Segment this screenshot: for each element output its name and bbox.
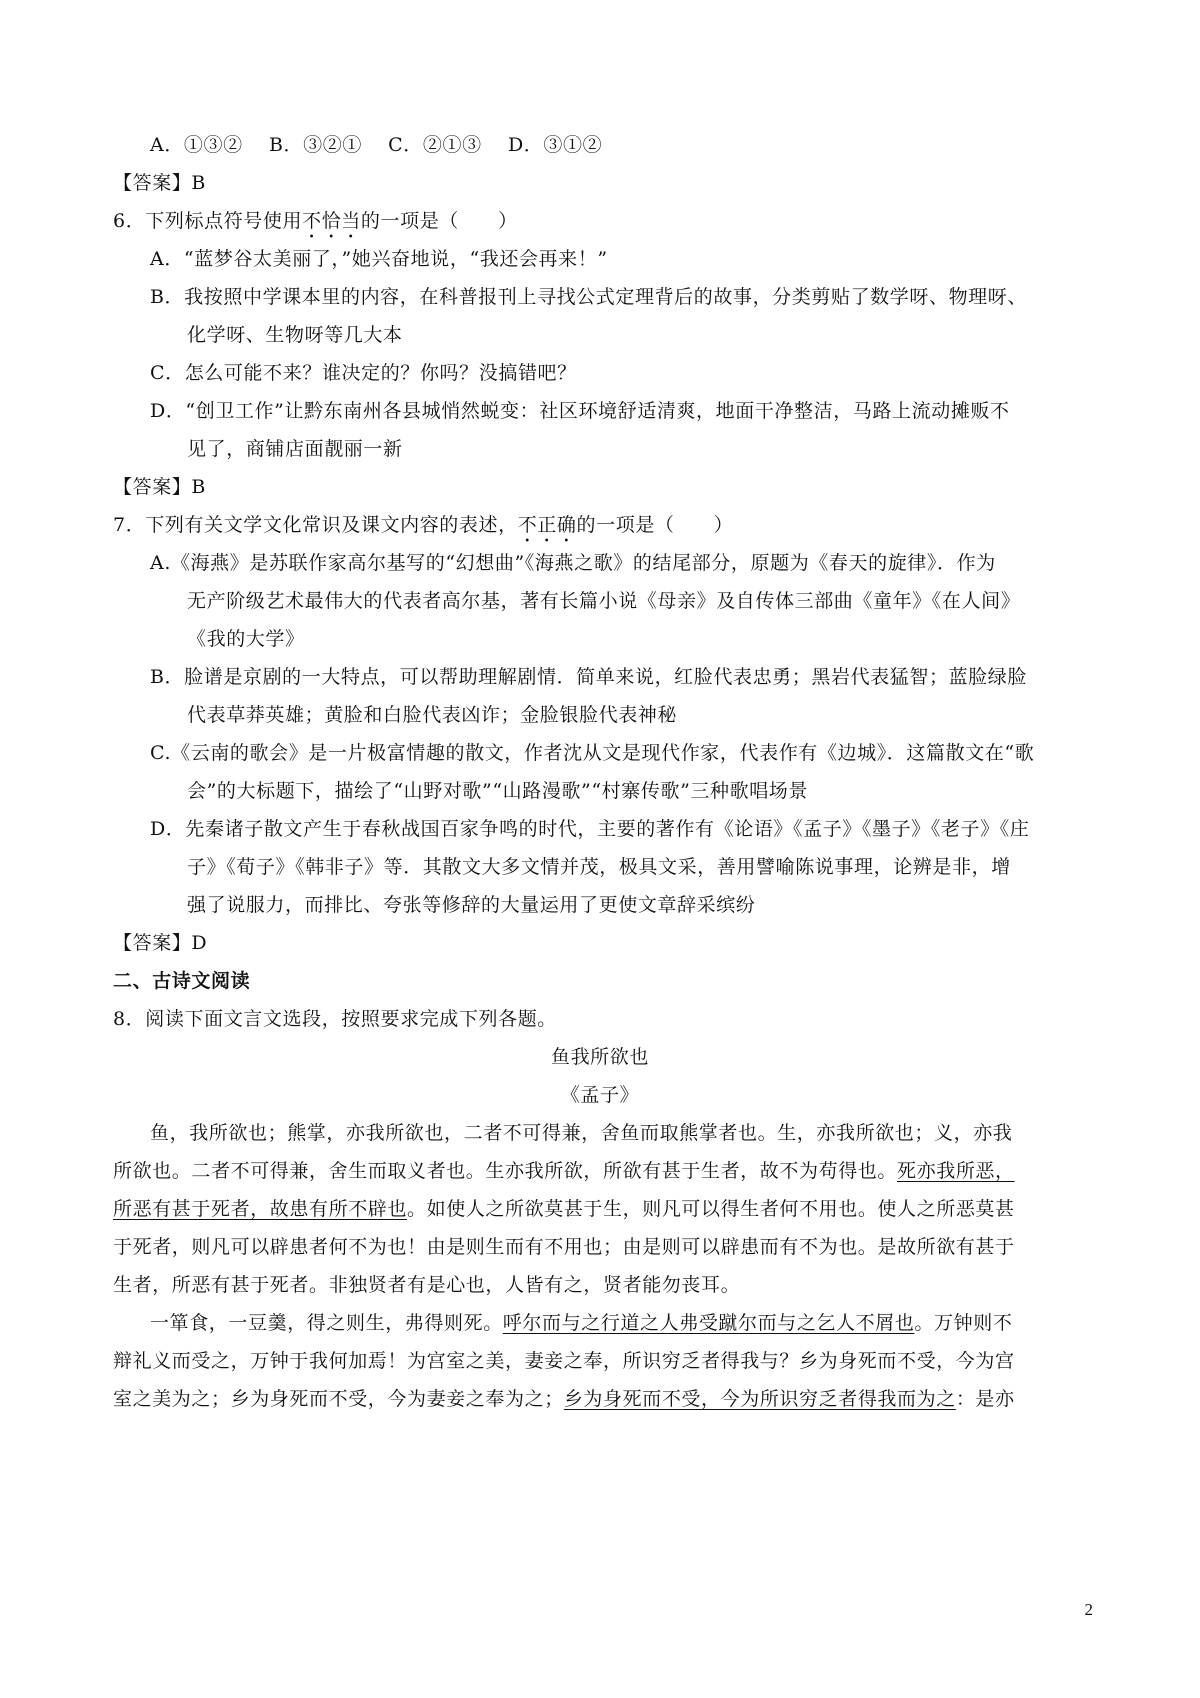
emphasis-text: 不恰当	[302, 210, 361, 232]
q6-option-a: A．“蓝梦谷太美丽了，”她兴奋地说，“我还会再来！”	[150, 248, 608, 270]
section-heading: 二、古诗文阅读	[113, 970, 251, 992]
answer-q6: 【答案】B	[113, 476, 206, 498]
q7-option-a-cont: 无产阶级艺术最伟大的代表者高尔基，著有长篇小说《母亲》及自传体三部曲《童年》《在人间》	[187, 590, 1021, 612]
emphasis-text: 不正确	[517, 514, 577, 536]
answer-q5: 【答案】B	[113, 172, 206, 194]
underlined-sentence: 所恶有甚于死者，故患有所不辟也	[113, 1198, 408, 1220]
passage-line: 室之美为之；乡为身死而不受，今为妻妾之奉为之；乡为身死而不受，今为所识穷乏者得我而为之：是亦	[113, 1388, 1015, 1410]
underlined-sentence: 呼尔而与之行道之人弗受蹴尔而与之乞人不屑也	[502, 1312, 915, 1334]
passage-line: 一箪食，一豆羹，得之则生，弗得则死。呼尔而与之行道之人弗受蹴尔而与之乞人不屑也。万钟则不	[150, 1312, 1013, 1334]
passage-author: 《孟子》	[560, 1084, 640, 1106]
passage-title: 鱼我所欲也	[550, 1046, 649, 1068]
q7-option-d: D．先秦诸子散文产生于春秋战国百家争鸣的时代，主要的著作有《论语》《孟子》《墨子》《老子》《庄	[150, 818, 1030, 840]
q7-option-d-cont: 强了说服力，而排比、夸张等修辞的大量运用了更使文章辞采缤纷	[187, 894, 756, 916]
q8-stem: 8．阅读下面文言文选段，按照要求完成下列各题。	[113, 1008, 557, 1030]
q6-option-d-cont: 见了，商铺店面靓丽一新	[187, 438, 403, 460]
underlined-sentence: 死亦我所恶，	[897, 1160, 1015, 1182]
q7-option-a: A.《海燕》是苏联作家高尔基写的“幻想曲”《海燕之歌》的结尾部分，原题为《春天的旋律》．作为	[150, 552, 996, 574]
q6-option-c: C．怎么可能不来？谁决定的？你吗？没搞错吧？	[150, 362, 577, 384]
q7-option-b: B．脸谱是京剧的一大特点，可以帮助理解剧情．简单来说，红脸代表忠勇；黑岩代表猛智；蓝脸绿脸	[150, 666, 1027, 688]
passage-line: 所恶有甚于死者，故患有所不辟也。如使人之所欲莫甚于生，则凡可以得生者何不用也。使人之所恶莫甚	[113, 1198, 1015, 1220]
passage-line: 辩礼义而受之，万钟于我何加焉！为宫室之美，妻妾之奉，所识穷乏者得我与？乡为身死而不受，今为宫	[113, 1350, 1015, 1372]
q6-stem: 6．下列标点符号使用不恰当的一项是（ ）	[113, 210, 518, 232]
q6-option-b-cont: 化学呀、生物呀等几大本	[187, 324, 403, 346]
q7-option-d-cont: 子》《荀子》《韩非子》等．其散文大多文情并茂，极具文采，善用譬喻陈说事理，论辨是非，增	[187, 856, 1011, 878]
underlined-sentence: 乡为身死而不受，今为所识穷乏者得我而为之	[563, 1388, 956, 1410]
q7-option-c: C.《云南的歌会》是一片极富情趣的散文，作者沈从文是现代作家，代表作有《边城》．这篇散文在“歌	[150, 742, 1035, 764]
passage-line: 于死者，则凡可以辟患者何不为也！由是则生而有不用也；由是则可以辟患而有不为也。是故所欲有甚于	[113, 1236, 1015, 1258]
q7-stem: 7．下列有关文学文化常识及课文内容的表述，不正确的一项是（ ）	[113, 514, 734, 536]
q7-option-c-cont: 会”的大标题下，描绘了“山野对歌”“山路漫歌”“村寨传歌”三种歌唱场景	[187, 780, 808, 802]
q6-option-b: B．我按照中学课本里的内容，在科普报刊上寻找公式定理背后的故事，分类剪贴了数学呀、物理呀、	[150, 286, 1027, 308]
passage-line: 鱼，我所欲也；熊掌，亦我所欲也，二者不可得兼，舍鱼而取熊掌者也。生，亦我所欲也；义，亦我	[150, 1122, 1013, 1144]
answer-q7: 【答案】D	[113, 932, 208, 954]
q6-option-d: D．“创卫工作”让黔东南州各县城悄然蜕变：社区环境舒适清爽，地面干净整洁，马路上流动摊贩不	[150, 400, 1010, 422]
passage-line: 生者，所恶有甚于死者。非独贤者有是心也，人皆有之，贤者能勿丧耳。	[113, 1274, 741, 1296]
q7-option-b-cont: 代表草莽英雄；黄脸和白脸代表凶诈；金脸银脸代表神秘	[187, 704, 678, 726]
passage-line: 所欲也。二者不可得兼，舍生而取义者也。生亦我所欲，所欲有甚于生者，故不为苟得也。死亦我所恶，	[113, 1160, 1015, 1182]
q5-options: A．①③② B．③②① C．②①③ D．③①②	[150, 134, 603, 156]
page-number: 2	[1084, 1600, 1093, 1619]
q7-option-a-cont: 《我的大学》	[187, 628, 305, 650]
